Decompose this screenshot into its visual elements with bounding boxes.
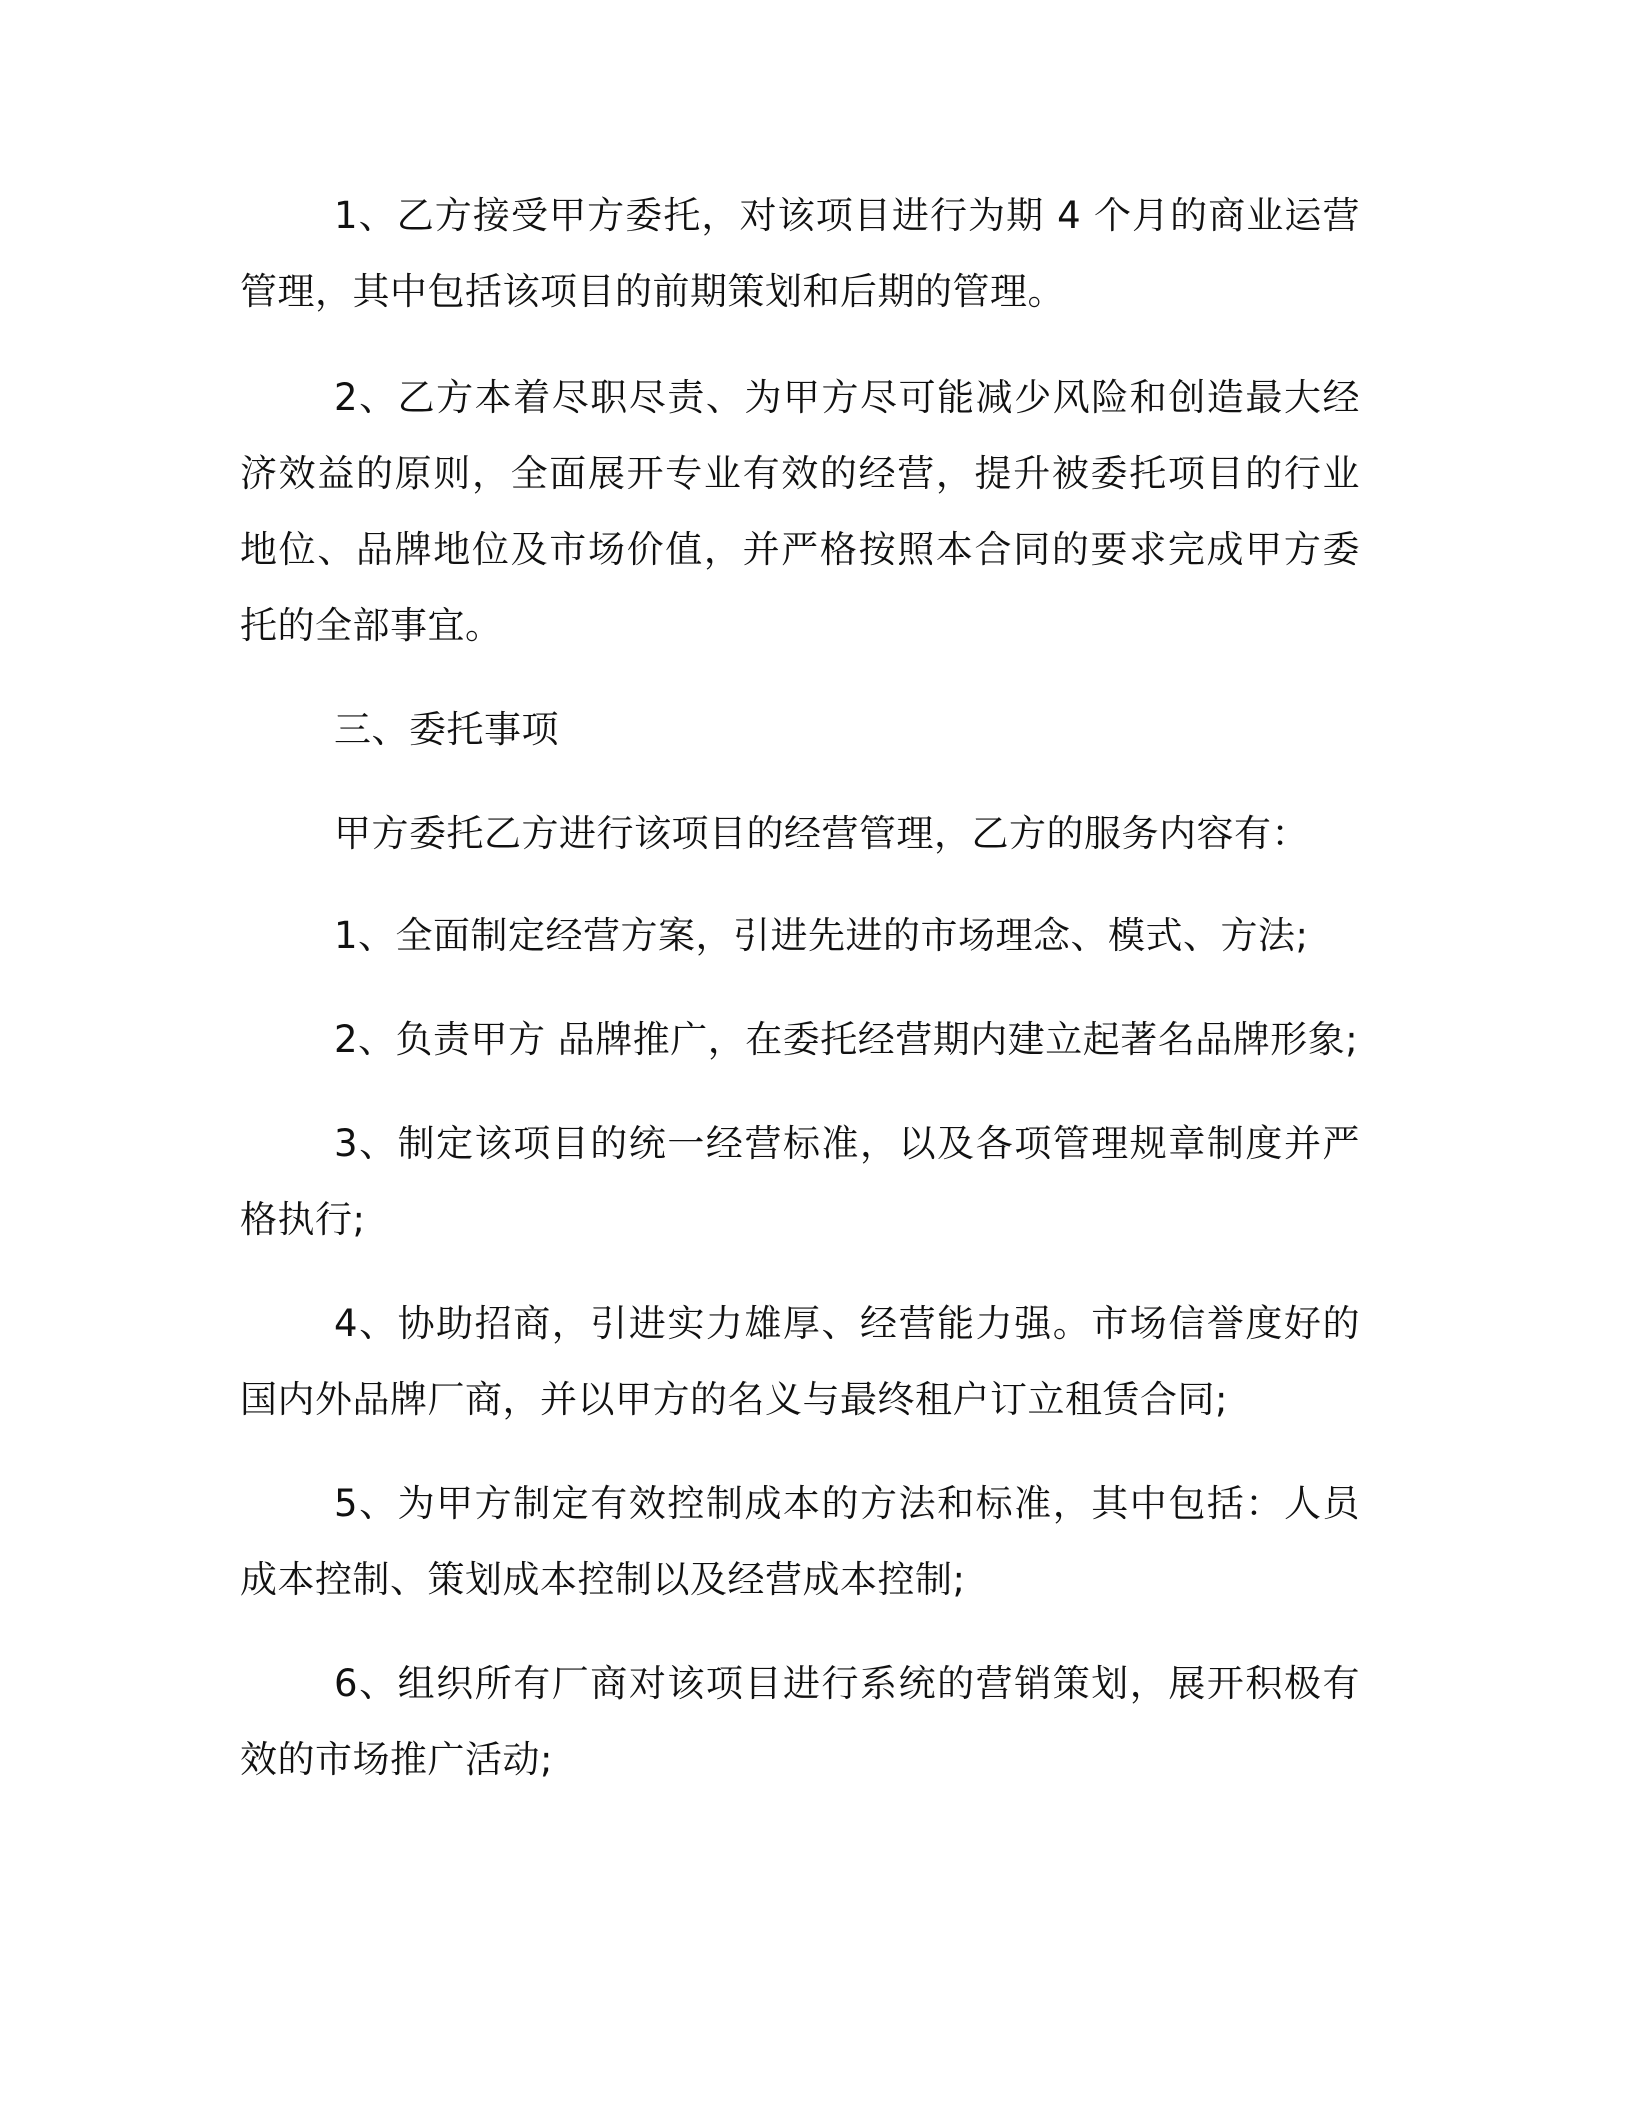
paragraph-clause-2: 2、乙方本着尽职尽责、为甲方尽可能减少风险和创造最大经济效益的原则，全面展开专业有效的经营，提升被委托项目的行业地位、品牌地位及市场价值，并严格按照本合同的要求完成甲方委托的全部事宜。 [240,376,1360,647]
list-item-service-6: 6、组织所有厂商对该项目进行系统的营销策划，展开积极有效的市场推广活动; [240,1662,1360,1781]
section-heading-entrusted-matters: 三、委托事项 [334,708,559,751]
list-item-service-3: 3、制定该项目的统一经营标准，以及各项管理规章制度并严格执行; [240,1122,1360,1241]
list-item-service-5: 5、为甲方制定有效控制成本的方法和标准，其中包括：人员成本控制、策划成本控制以及经营成本控制; [240,1482,1360,1601]
list-item-service-1: 1、全面制定经营方案，引进先进的市场理念、模式、方法; [334,914,1309,957]
list-item-service-2: 2、负责甲方 品牌推广，在委托经营期内建立起著名品牌形象; [334,1018,1359,1061]
paragraph-clause-1: 1、乙方接受甲方委托，对该项目进行为期 4 个月的商业运营管理，其中包括该项目的前期策划和后期的管理。 [240,194,1360,313]
list-item-service-4: 4、协助招商，引进实力雄厚、经营能力强。市场信誉度好的国内外品牌厂商，并以甲方的名义与最终租户订立租赁合同; [240,1302,1360,1421]
paragraph-service-intro: 甲方委托乙方进行该项目的经营管理，乙方的服务内容有： [334,812,1309,855]
